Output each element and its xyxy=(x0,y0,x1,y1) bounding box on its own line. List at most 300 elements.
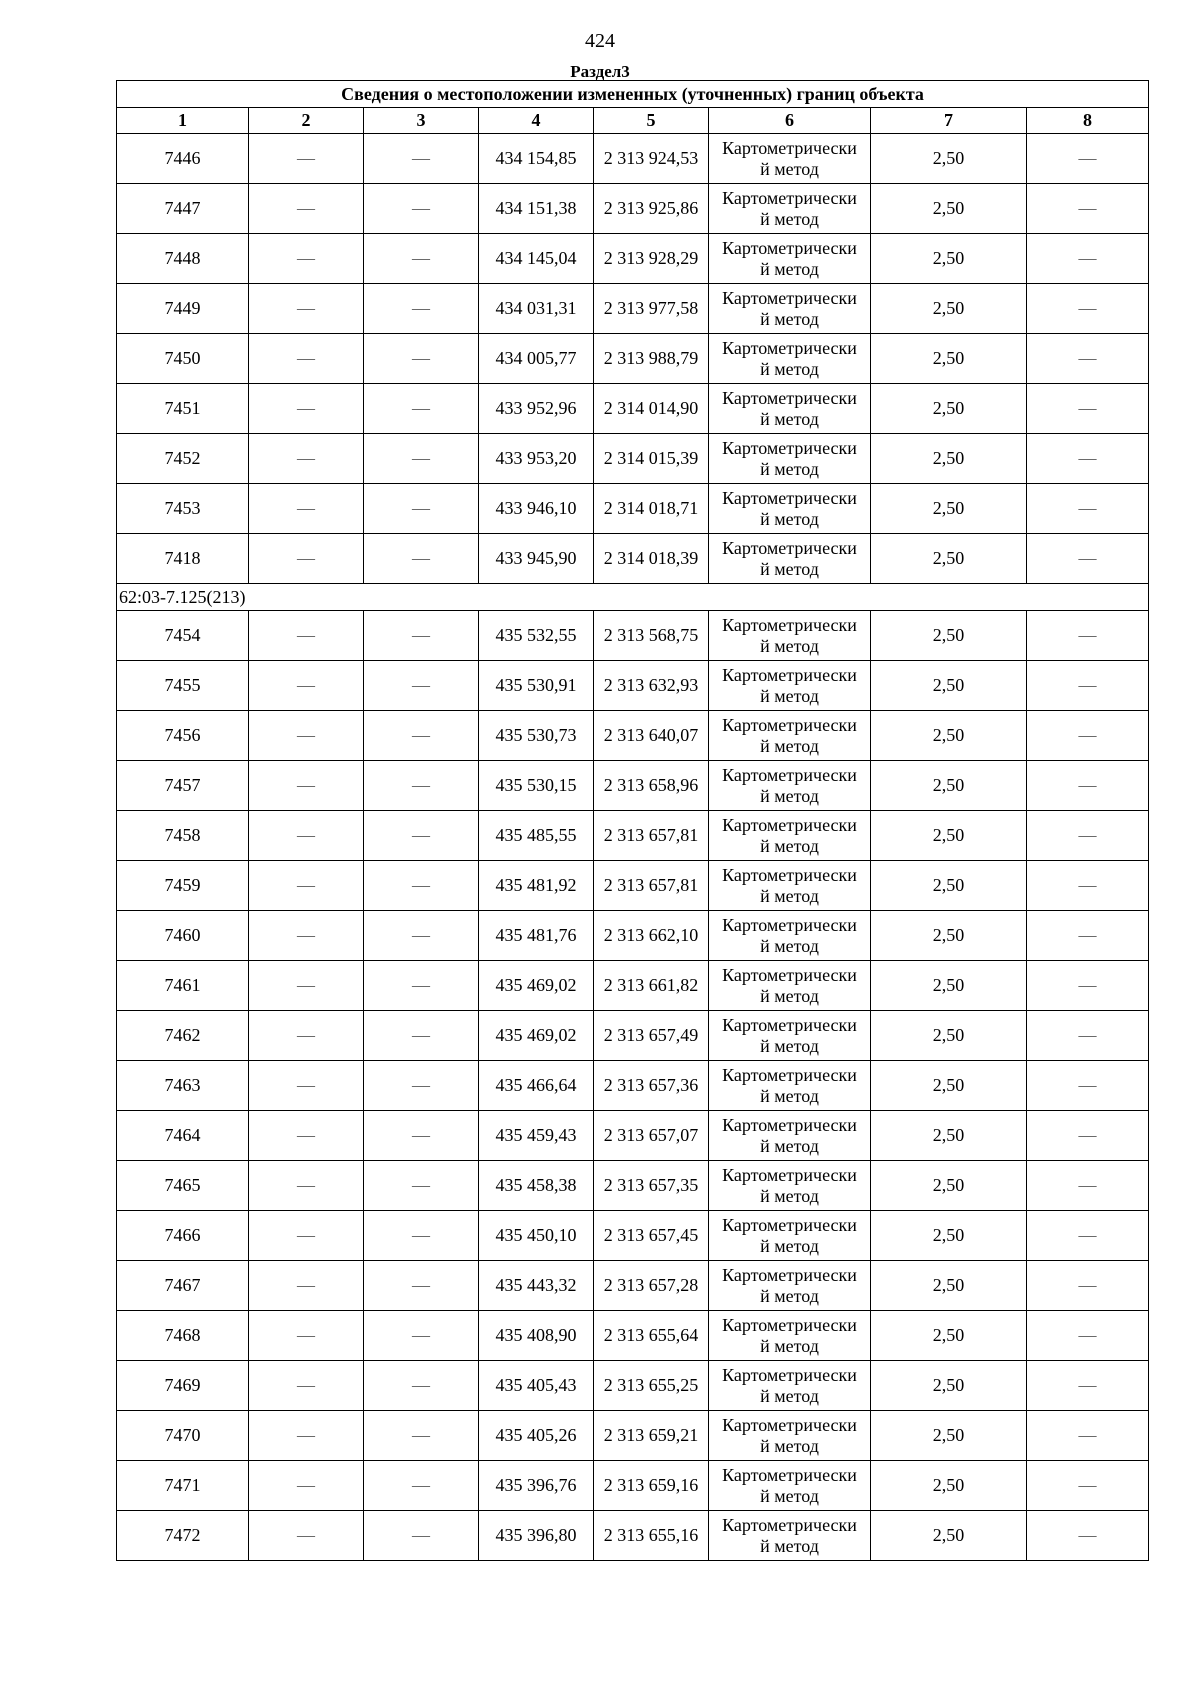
method-cell xyxy=(709,911,871,961)
col8-cell: — xyxy=(1027,761,1149,811)
col3-cell: — xyxy=(364,534,479,584)
x-coordinate-cell: 435 530,91 xyxy=(479,661,594,711)
col3-cell: — xyxy=(364,811,479,861)
col2-cell: — xyxy=(249,334,364,384)
method-line-2: й метод xyxy=(760,458,819,479)
accuracy-cell: 2,50 xyxy=(871,911,1027,961)
point-number-cell: 7457 xyxy=(117,761,249,811)
col2-cell: — xyxy=(249,434,364,484)
table-row xyxy=(117,961,1149,1011)
x-coordinate-cell: 435 450,10 xyxy=(479,1211,594,1261)
col2-cell: — xyxy=(249,534,364,584)
method-cell xyxy=(709,661,871,711)
method-line-2: й метод xyxy=(760,935,819,956)
point-number-cell: 7471 xyxy=(117,1461,249,1511)
x-coordinate-cell: 434 154,85 xyxy=(479,134,594,184)
method-line-1: Картометрически xyxy=(722,187,857,208)
y-coordinate-cell: 2 313 657,35 xyxy=(594,1161,709,1211)
col3-cell: — xyxy=(364,184,479,234)
point-number-cell: 7449 xyxy=(117,284,249,334)
column-number-row xyxy=(117,108,1149,134)
table-row xyxy=(117,434,1149,484)
col3-cell: — xyxy=(364,711,479,761)
col8-cell: — xyxy=(1027,1011,1149,1061)
point-number-cell: 7459 xyxy=(117,861,249,911)
method-cell xyxy=(709,484,871,534)
method-cell xyxy=(709,1111,871,1161)
col8-cell: — xyxy=(1027,284,1149,334)
method-line-1: Картометрически xyxy=(722,487,857,508)
point-number-cell: 7462 xyxy=(117,1011,249,1061)
x-coordinate-cell: 435 458,38 xyxy=(479,1161,594,1211)
x-coordinate-cell: 434 145,04 xyxy=(479,234,594,284)
table-row xyxy=(117,184,1149,234)
method-line-2: й метод xyxy=(760,1335,819,1356)
method-cell xyxy=(709,384,871,434)
method-cell xyxy=(709,1361,871,1411)
col8-cell: — xyxy=(1027,334,1149,384)
col8-cell: — xyxy=(1027,484,1149,534)
table-row xyxy=(117,284,1149,334)
method-line-2: й метод xyxy=(760,1385,819,1406)
x-coordinate-cell: 435 466,64 xyxy=(479,1061,594,1111)
point-number-cell: 7470 xyxy=(117,1411,249,1461)
method-line-1: Картометрически xyxy=(722,337,857,358)
point-number-cell: 7456 xyxy=(117,711,249,761)
col3-cell: — xyxy=(364,1511,479,1561)
col3-cell: — xyxy=(364,384,479,434)
method-line-1: Картометрически xyxy=(722,614,857,635)
accuracy-cell: 2,50 xyxy=(871,1311,1027,1361)
col3-cell: — xyxy=(364,334,479,384)
col8-cell: — xyxy=(1027,1111,1149,1161)
method-line-2: й метод xyxy=(760,1435,819,1456)
method-line-1: Картометрически xyxy=(722,1414,857,1435)
accuracy-cell: 2,50 xyxy=(871,961,1027,1011)
point-number-cell: 7452 xyxy=(117,434,249,484)
point-number-cell: 7472 xyxy=(117,1511,249,1561)
x-coordinate-cell: 434 005,77 xyxy=(479,334,594,384)
method-line-1: Картометрически xyxy=(722,814,857,835)
method-line-2: й метод xyxy=(760,1185,819,1206)
col3-cell: — xyxy=(364,1261,479,1311)
method-line-2: й метод xyxy=(760,785,819,806)
col8-cell: — xyxy=(1027,1061,1149,1111)
y-coordinate-cell: 2 314 014,90 xyxy=(594,384,709,434)
col8-cell: — xyxy=(1027,1211,1149,1261)
method-line-2: й метод xyxy=(760,208,819,229)
col3-cell: — xyxy=(364,134,479,184)
table-row xyxy=(117,911,1149,961)
col8-cell: — xyxy=(1027,1361,1149,1411)
y-coordinate-cell: 2 313 658,96 xyxy=(594,761,709,811)
col8-cell: — xyxy=(1027,811,1149,861)
method-line-2: й метод xyxy=(760,685,819,706)
method-line-1: Картометрически xyxy=(722,287,857,308)
table-row xyxy=(117,234,1149,284)
col2-cell: — xyxy=(249,1061,364,1111)
method-line-1: Картометрически xyxy=(722,764,857,785)
method-line-1: Картометрически xyxy=(722,864,857,885)
x-coordinate-cell: 433 953,20 xyxy=(479,434,594,484)
method-line-1: Картометрически xyxy=(722,1364,857,1385)
col2-cell: — xyxy=(249,1411,364,1461)
y-coordinate-cell: 2 313 655,64 xyxy=(594,1311,709,1361)
y-coordinate-cell: 2 313 655,25 xyxy=(594,1361,709,1411)
col8-cell: — xyxy=(1027,134,1149,184)
method-line-1: Картометрически xyxy=(722,964,857,985)
table-row xyxy=(117,1211,1149,1261)
table-caption: Сведения о местоположении измененных (уточненных) границ объекта xyxy=(117,81,1149,108)
point-number-cell: 7466 xyxy=(117,1211,249,1261)
col2-cell: — xyxy=(249,711,364,761)
method-cell xyxy=(709,284,871,334)
col2-cell: — xyxy=(249,184,364,234)
table-row xyxy=(117,1511,1149,1561)
col2-cell: — xyxy=(249,661,364,711)
method-line-1: Картометрически xyxy=(722,1314,857,1335)
col3-cell: — xyxy=(364,284,479,334)
x-coordinate-cell: 435 405,43 xyxy=(479,1361,594,1411)
col3-cell: — xyxy=(364,861,479,911)
page-number: 424 xyxy=(585,30,615,52)
accuracy-cell: 2,50 xyxy=(871,661,1027,711)
accuracy-cell: 2,50 xyxy=(871,234,1027,284)
col2-cell: — xyxy=(249,861,364,911)
table-row xyxy=(117,1461,1149,1511)
table-row xyxy=(117,661,1149,711)
col2-cell: — xyxy=(249,1161,364,1211)
point-number-cell: 7467 xyxy=(117,1261,249,1311)
method-line-1: Картометрически xyxy=(722,714,857,735)
accuracy-cell: 2,50 xyxy=(871,1161,1027,1211)
col2-cell: — xyxy=(249,761,364,811)
method-cell xyxy=(709,534,871,584)
col8-cell: — xyxy=(1027,861,1149,911)
col2-cell: — xyxy=(249,284,364,334)
column-number-4: 4 xyxy=(479,108,594,134)
y-coordinate-cell: 2 313 657,81 xyxy=(594,811,709,861)
accuracy-cell: 2,50 xyxy=(871,184,1027,234)
col2-cell: — xyxy=(249,1511,364,1561)
accuracy-cell: 2,50 xyxy=(871,1011,1027,1061)
method-line-2: й метод xyxy=(760,885,819,906)
col2-cell: — xyxy=(249,1111,364,1161)
accuracy-cell: 2,50 xyxy=(871,1361,1027,1411)
col8-cell: — xyxy=(1027,184,1149,234)
col2-cell: — xyxy=(249,1261,364,1311)
col2-cell: — xyxy=(249,961,364,1011)
col3-cell: — xyxy=(364,434,479,484)
accuracy-cell: 2,50 xyxy=(871,811,1027,861)
point-number-cell: 7418 xyxy=(117,534,249,584)
method-cell xyxy=(709,811,871,861)
col8-cell: — xyxy=(1027,911,1149,961)
col3-cell: — xyxy=(364,661,479,711)
method-cell xyxy=(709,861,871,911)
section-title: Раздел3 xyxy=(570,62,630,81)
method-line-2: й метод xyxy=(760,735,819,756)
x-coordinate-cell: 435 408,90 xyxy=(479,1311,594,1361)
accuracy-cell: 2,50 xyxy=(871,434,1027,484)
table-row xyxy=(117,534,1149,584)
y-coordinate-cell: 2 313 657,81 xyxy=(594,861,709,911)
column-number-6: 6 xyxy=(709,108,871,134)
table-row xyxy=(117,1111,1149,1161)
point-number-cell: 7446 xyxy=(117,134,249,184)
col2-cell: — xyxy=(249,1011,364,1061)
method-cell xyxy=(709,711,871,761)
table-row xyxy=(117,761,1149,811)
group-label: 62:03-7.125(213) xyxy=(117,584,1149,611)
y-coordinate-cell: 2 313 568,75 xyxy=(594,611,709,661)
col8-cell: — xyxy=(1027,1161,1149,1211)
x-coordinate-cell: 435 481,92 xyxy=(479,861,594,911)
x-coordinate-cell: 433 946,10 xyxy=(479,484,594,534)
method-line-2: й метод xyxy=(760,508,819,529)
point-number-cell: 7455 xyxy=(117,661,249,711)
point-number-cell: 7460 xyxy=(117,911,249,961)
method-line-1: Картометрически xyxy=(722,137,857,158)
method-line-2: й метод xyxy=(760,1285,819,1306)
method-cell xyxy=(709,184,871,234)
accuracy-cell: 2,50 xyxy=(871,134,1027,184)
x-coordinate-cell: 433 945,90 xyxy=(479,534,594,584)
col8-cell: — xyxy=(1027,1511,1149,1561)
accuracy-cell: 2,50 xyxy=(871,384,1027,434)
column-number-1: 1 xyxy=(117,108,249,134)
accuracy-cell: 2,50 xyxy=(871,761,1027,811)
col8-cell: — xyxy=(1027,434,1149,484)
col3-cell: — xyxy=(364,1111,479,1161)
column-number-5: 5 xyxy=(594,108,709,134)
method-line-2: й метод xyxy=(760,1135,819,1156)
x-coordinate-cell: 434 151,38 xyxy=(479,184,594,234)
y-coordinate-cell: 2 314 015,39 xyxy=(594,434,709,484)
method-cell xyxy=(709,961,871,1011)
table-row xyxy=(117,384,1149,434)
x-coordinate-cell: 435 530,15 xyxy=(479,761,594,811)
method-line-2: й метод xyxy=(760,1235,819,1256)
boundary-coordinates-table xyxy=(116,80,1149,1561)
point-number-cell: 7461 xyxy=(117,961,249,1011)
table-row xyxy=(117,134,1149,184)
accuracy-cell: 2,50 xyxy=(871,711,1027,761)
col3-cell: — xyxy=(364,1211,479,1261)
method-line-2: й метод xyxy=(760,1535,819,1556)
col3-cell: — xyxy=(364,911,479,961)
accuracy-cell: 2,50 xyxy=(871,861,1027,911)
method-line-2: й метод xyxy=(760,308,819,329)
method-line-2: й метод xyxy=(760,835,819,856)
point-number-cell: 7451 xyxy=(117,384,249,434)
method-cell xyxy=(709,1011,871,1061)
point-number-cell: 7453 xyxy=(117,484,249,534)
table-row xyxy=(117,811,1149,861)
x-coordinate-cell: 435 443,32 xyxy=(479,1261,594,1311)
table-row xyxy=(117,1411,1149,1461)
col2-cell: — xyxy=(249,611,364,661)
method-cell xyxy=(709,134,871,184)
x-coordinate-cell: 433 952,96 xyxy=(479,384,594,434)
col8-cell: — xyxy=(1027,961,1149,1011)
group-label-row xyxy=(117,584,1149,611)
method-cell xyxy=(709,334,871,384)
method-line-1: Картометрически xyxy=(722,387,857,408)
method-cell xyxy=(709,1411,871,1461)
col2-cell: — xyxy=(249,1211,364,1261)
method-line-1: Картометрически xyxy=(722,1114,857,1135)
y-coordinate-cell: 2 313 662,10 xyxy=(594,911,709,961)
method-line-2: й метод xyxy=(760,558,819,579)
accuracy-cell: 2,50 xyxy=(871,1211,1027,1261)
method-cell xyxy=(709,611,871,661)
x-coordinate-cell: 435 396,76 xyxy=(479,1461,594,1511)
x-coordinate-cell: 435 469,02 xyxy=(479,961,594,1011)
column-number-8: 8 xyxy=(1027,108,1149,134)
y-coordinate-cell: 2 313 640,07 xyxy=(594,711,709,761)
accuracy-cell: 2,50 xyxy=(871,1061,1027,1111)
point-number-cell: 7448 xyxy=(117,234,249,284)
table-row xyxy=(117,334,1149,384)
method-line-1: Картометрически xyxy=(722,537,857,558)
method-line-1: Картометрически xyxy=(722,1264,857,1285)
col8-cell: — xyxy=(1027,1411,1149,1461)
col8-cell: — xyxy=(1027,234,1149,284)
col3-cell: — xyxy=(364,234,479,284)
y-coordinate-cell: 2 313 659,16 xyxy=(594,1461,709,1511)
method-cell xyxy=(709,434,871,484)
method-line-1: Картометрически xyxy=(722,1514,857,1535)
method-line-2: й метод xyxy=(760,1035,819,1056)
table-row xyxy=(117,861,1149,911)
col3-cell: — xyxy=(364,1161,479,1211)
accuracy-cell: 2,50 xyxy=(871,284,1027,334)
accuracy-cell: 2,50 xyxy=(871,611,1027,661)
y-coordinate-cell: 2 314 018,39 xyxy=(594,534,709,584)
table-row xyxy=(117,1361,1149,1411)
method-cell xyxy=(709,761,871,811)
x-coordinate-cell: 434 031,31 xyxy=(479,284,594,334)
col8-cell: — xyxy=(1027,534,1149,584)
x-coordinate-cell: 435 485,55 xyxy=(479,811,594,861)
col2-cell: — xyxy=(249,384,364,434)
col3-cell: — xyxy=(364,1011,479,1061)
method-line-1: Картометрически xyxy=(722,664,857,685)
accuracy-cell: 2,50 xyxy=(871,534,1027,584)
x-coordinate-cell: 435 459,43 xyxy=(479,1111,594,1161)
table-body xyxy=(117,134,1149,1561)
method-line-1: Картометрически xyxy=(722,237,857,258)
method-cell xyxy=(709,1511,871,1561)
point-number-cell: 7468 xyxy=(117,1311,249,1361)
method-cell xyxy=(709,1211,871,1261)
method-line-1: Картометрически xyxy=(722,1214,857,1235)
x-coordinate-cell: 435 469,02 xyxy=(479,1011,594,1061)
col3-cell: — xyxy=(364,1311,479,1361)
method-cell xyxy=(709,1061,871,1111)
x-coordinate-cell: 435 396,80 xyxy=(479,1511,594,1561)
col8-cell: — xyxy=(1027,1461,1149,1511)
y-coordinate-cell: 2 313 659,21 xyxy=(594,1411,709,1461)
column-number-7: 7 xyxy=(871,108,1027,134)
y-coordinate-cell: 2 313 657,36 xyxy=(594,1061,709,1111)
method-line-2: й метод xyxy=(760,1485,819,1506)
col8-cell: — xyxy=(1027,611,1149,661)
col2-cell: — xyxy=(249,811,364,861)
col8-cell: — xyxy=(1027,1311,1149,1361)
col3-cell: — xyxy=(364,1361,479,1411)
col3-cell: — xyxy=(364,761,479,811)
table-row xyxy=(117,1311,1149,1361)
point-number-cell: 7463 xyxy=(117,1061,249,1111)
method-cell xyxy=(709,1261,871,1311)
table-row xyxy=(117,1161,1149,1211)
method-line-2: й метод xyxy=(760,158,819,179)
table-row xyxy=(117,484,1149,534)
col2-cell: — xyxy=(249,911,364,961)
point-number-cell: 7458 xyxy=(117,811,249,861)
point-number-cell: 7464 xyxy=(117,1111,249,1161)
col3-cell: — xyxy=(364,484,479,534)
x-coordinate-cell: 435 530,73 xyxy=(479,711,594,761)
method-line-1: Картометрически xyxy=(722,1064,857,1085)
table-row xyxy=(117,1011,1149,1061)
point-number-cell: 7469 xyxy=(117,1361,249,1411)
y-coordinate-cell: 2 313 661,82 xyxy=(594,961,709,1011)
col3-cell: — xyxy=(364,1411,479,1461)
method-line-2: й метод xyxy=(760,408,819,429)
point-number-cell: 7447 xyxy=(117,184,249,234)
method-line-1: Картометрически xyxy=(722,1164,857,1185)
x-coordinate-cell: 435 532,55 xyxy=(479,611,594,661)
method-cell xyxy=(709,1311,871,1361)
point-number-cell: 7450 xyxy=(117,334,249,384)
col8-cell: — xyxy=(1027,661,1149,711)
y-coordinate-cell: 2 313 657,49 xyxy=(594,1011,709,1061)
col3-cell: — xyxy=(364,611,479,661)
table-row xyxy=(117,1061,1149,1111)
y-coordinate-cell: 2 313 655,16 xyxy=(594,1511,709,1561)
col2-cell: — xyxy=(249,1361,364,1411)
col2-cell: — xyxy=(249,1461,364,1511)
table-row xyxy=(117,611,1149,661)
col3-cell: — xyxy=(364,1461,479,1511)
y-coordinate-cell: 2 313 977,58 xyxy=(594,284,709,334)
x-coordinate-cell: 435 481,76 xyxy=(479,911,594,961)
method-line-2: й метод xyxy=(760,258,819,279)
method-cell xyxy=(709,1461,871,1511)
column-number-2: 2 xyxy=(249,108,364,134)
y-coordinate-cell: 2 313 657,45 xyxy=(594,1211,709,1261)
method-line-1: Картометрически xyxy=(722,437,857,458)
method-line-1: Картометрически xyxy=(722,914,857,935)
point-number-cell: 7454 xyxy=(117,611,249,661)
y-coordinate-cell: 2 314 018,71 xyxy=(594,484,709,534)
col2-cell: — xyxy=(249,484,364,534)
y-coordinate-cell: 2 313 925,86 xyxy=(594,184,709,234)
y-coordinate-cell: 2 313 632,93 xyxy=(594,661,709,711)
col3-cell: — xyxy=(364,961,479,1011)
col3-cell: — xyxy=(364,1061,479,1111)
col2-cell: — xyxy=(249,1311,364,1361)
method-line-2: й метод xyxy=(760,985,819,1006)
y-coordinate-cell: 2 313 657,28 xyxy=(594,1261,709,1311)
y-coordinate-cell: 2 313 988,79 xyxy=(594,334,709,384)
y-coordinate-cell: 2 313 657,07 xyxy=(594,1111,709,1161)
y-coordinate-cell: 2 313 924,53 xyxy=(594,134,709,184)
column-number-3: 3 xyxy=(364,108,479,134)
